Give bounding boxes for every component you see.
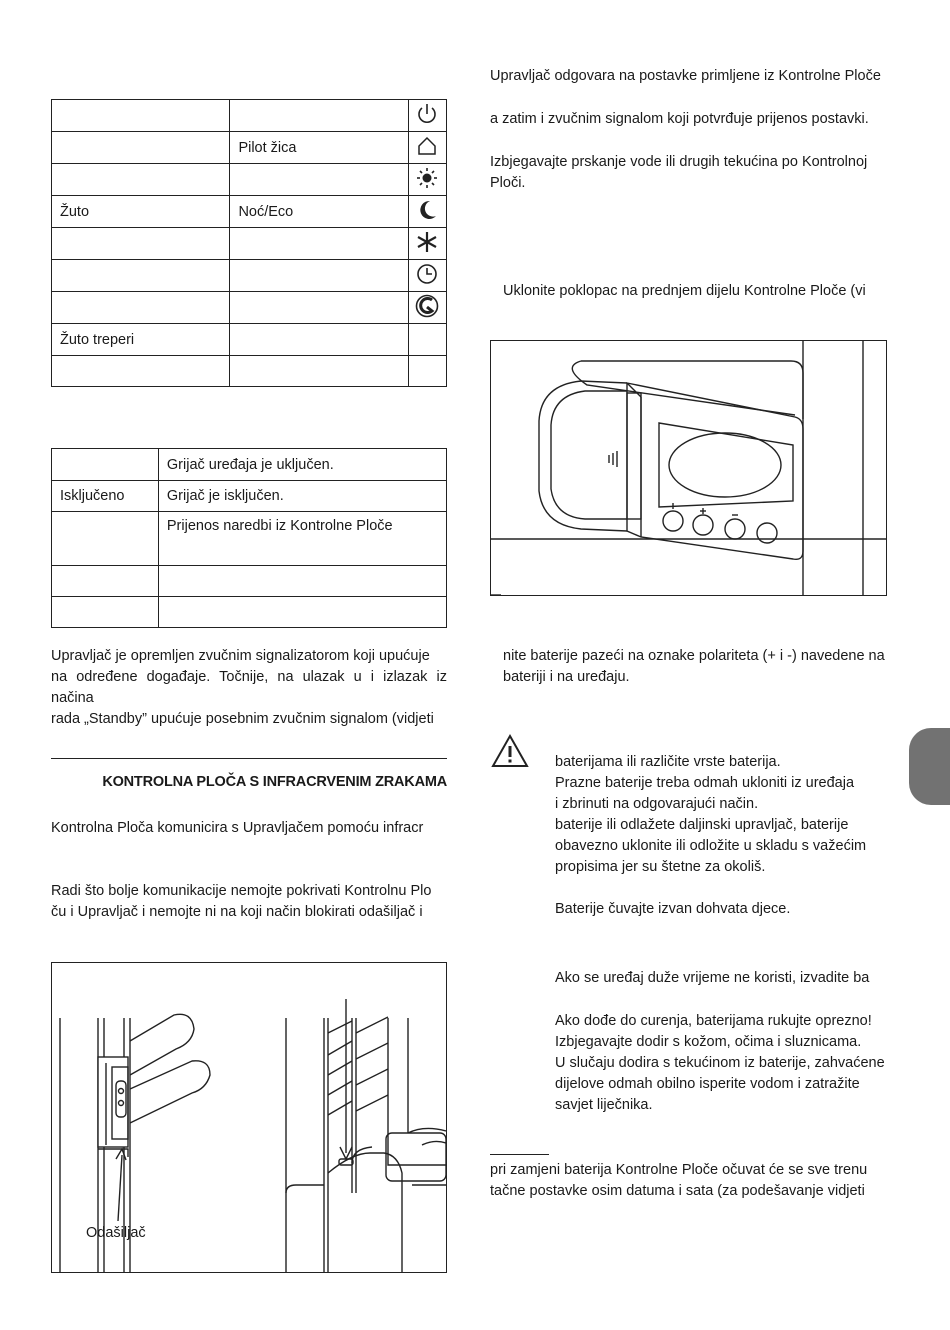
heater-state-cell: Isključeno	[52, 481, 159, 512]
heater-description-cell: Prijenos naredbi iz Kontrolne Ploče	[158, 512, 446, 566]
status-mode-cell	[230, 260, 408, 292]
status-row	[52, 100, 447, 132]
status-mode-cell	[230, 292, 408, 324]
warning-triangle-icon	[490, 733, 530, 769]
status-mode-cell	[230, 356, 408, 387]
status-color-cell	[52, 132, 230, 164]
note-divider	[490, 1154, 549, 1155]
heater-row	[52, 597, 447, 628]
moon-icon	[408, 196, 446, 228]
status-table	[51, 99, 447, 387]
status-row	[52, 324, 447, 356]
response-line: Upravljač odgovara na postavke primljene iz Kontrolne Ploče	[490, 68, 881, 84]
battery-polarity-paragraph: nite baterije pazeći na oznake polariteta (+ i -) navedene na bateriji i na uređaju.	[503, 648, 885, 685]
status-mode-cell	[230, 164, 408, 196]
control-panel-figure	[490, 340, 887, 596]
ir-paragraph: Kontrolna Ploča komunicira s Upravljačem pomoću infracr	[51, 820, 424, 836]
empty-icon-cell	[408, 324, 446, 356]
transmitter-figure	[51, 962, 447, 1273]
section-heading: KONTROLNA PLOČA S INFRACRVENIM ZRAKAMA	[102, 774, 447, 790]
heater-state-cell	[52, 449, 159, 481]
control-panel-illustration	[491, 341, 886, 595]
snowflake-icon	[408, 228, 446, 260]
status-row	[52, 228, 447, 260]
water-warning-paragraph: Izbjegavajte prskanje vode ili drugih tekućina po Kontrolnoj Ploči.	[490, 154, 868, 191]
status-row	[52, 132, 447, 164]
status-row	[52, 292, 447, 324]
status-mode-cell	[230, 100, 408, 132]
cover-removal-line: Uklonite poklopac na prednjem dijelu Kontrolne Ploče (vi	[503, 283, 866, 299]
status-color-cell: Žuto	[52, 196, 230, 228]
heater-row	[52, 566, 447, 597]
heater-state-cell	[52, 566, 159, 597]
home-icon	[408, 132, 446, 164]
power-icon	[408, 100, 446, 132]
unused-device-line: Ako se uređaj duže vrijeme ne koristi, izvadite ba	[555, 970, 870, 986]
battery-warnings: baterijama ili različite vrste baterija. Prazne baterije treba odmah ukloniti iz uređaja i zbrinuti na odgovarajući način. baterije ili odlažete daljinski upravljač, baterije obavezno uklonite ili odložite u skladu s važećim propisima jer su štetne za okoliš. Baterije čuvajte izvan dohvata djece.	[555, 754, 867, 917]
status-row	[52, 196, 447, 228]
heater-state-cell	[52, 512, 159, 566]
status-mode-cell: Pilot žica	[230, 132, 408, 164]
signal-line: a zatim i zvučnim signalom koji potvrđuje prijenos postavki.	[490, 111, 869, 127]
status-color-cell	[52, 228, 230, 260]
heater-row	[52, 512, 447, 566]
communication-paragraph: Radi što bolje komunikacije nemojte pokrivati Kontrolnu Plo ču i Upravljač i nemojte ni na koji način blokirati odašiljač i	[51, 883, 432, 920]
heater-row	[52, 449, 447, 481]
status-color-cell: Žuto treperi	[52, 324, 230, 356]
clock-icon	[408, 260, 446, 292]
status-color-cell	[52, 164, 230, 196]
section-divider	[51, 758, 447, 759]
status-row	[52, 164, 447, 196]
beeper-paragraph: Upravljač je opremljen zvučnim signalizatorom koji upućuje na određene događaje. Točnije, na ulazak u i izlazak iz načina rada „Standby” upućuje posebnim zvučnim signalom (vidjeti	[51, 648, 447, 727]
heater-row	[52, 481, 447, 512]
heater-state-cell	[52, 597, 159, 628]
battery-change-note: pri zamjeni baterija Kontrolne Ploče očuvat će se sve trenu tačne postavke osim datuma i sata (za podešavanje vidjeti	[490, 1162, 868, 1199]
status-mode-cell	[230, 228, 408, 260]
heater-description-cell: Grijač uređaja je uključen.	[158, 449, 446, 481]
status-mode-cell	[230, 324, 408, 356]
heater-description-cell	[158, 566, 446, 597]
chapter-tab	[909, 728, 950, 805]
transmitter-label: Odašiljač	[86, 1225, 146, 1241]
program-icon	[408, 292, 446, 324]
heater-description-cell	[158, 597, 446, 628]
empty-icon-cell	[408, 356, 446, 387]
status-color-cell	[52, 260, 230, 292]
status-mode-cell: Noć/Eco	[230, 196, 408, 228]
sun-icon	[408, 164, 446, 196]
heater-state-table	[51, 448, 447, 628]
status-row	[52, 260, 447, 292]
status-color-cell	[52, 100, 230, 132]
status-color-cell	[52, 356, 230, 387]
heater-description-cell: Grijač je isključen.	[158, 481, 446, 512]
status-color-cell	[52, 292, 230, 324]
status-row	[52, 356, 447, 387]
leak-warnings: Ako dođe do curenja, baterijama rukujte oprezno! Izbjegavajte dodir s kožom, očima i sluznicama. U slučaju dodira s tekućinom iz baterije, zahvaćene dijelove odmah obilno isperite vodom i zatražite savjet liječnika.	[555, 1013, 885, 1113]
